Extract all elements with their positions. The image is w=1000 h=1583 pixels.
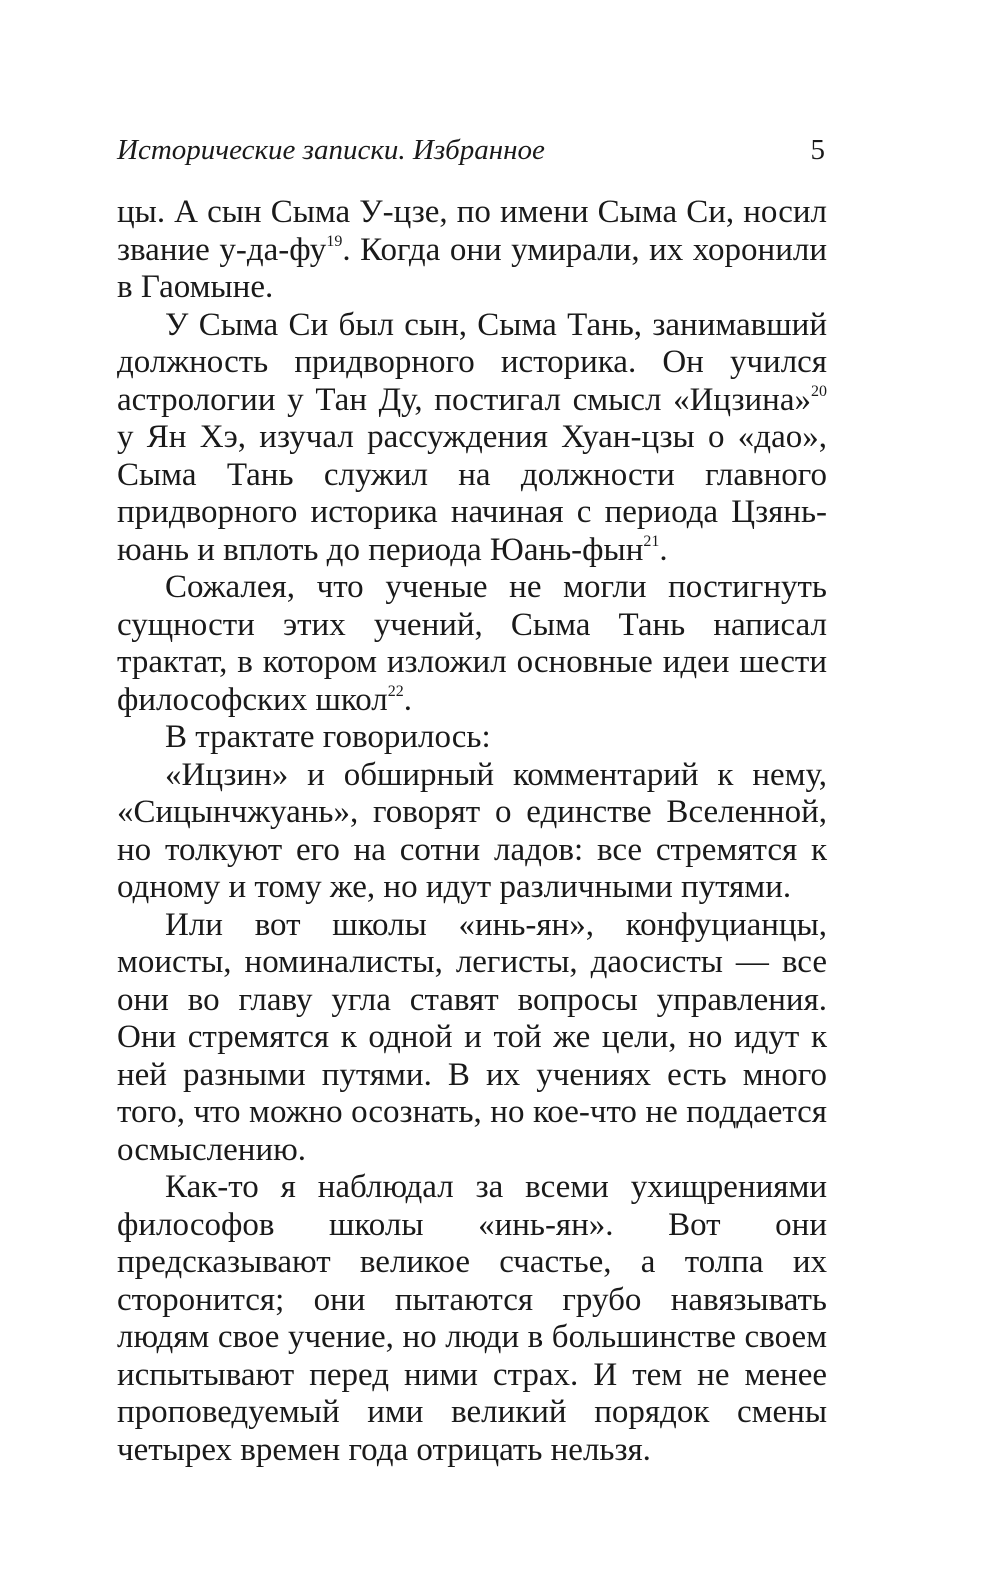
paragraph	[117, 719, 827, 757]
page-header	[117, 128, 827, 178]
text-run: У Сыма Си был сын, Сыма Тань, занимавший должность придворного историка. Он учился астрологии у Тан Ду, постигал смысл «Ицзина»	[117, 306, 827, 418]
footnote-ref-21: 21	[643, 532, 660, 550]
page-number: 5	[810, 134, 825, 166]
paragraph	[117, 569, 827, 719]
text-run: Как-то я наблюдал за всеми ухищрениями философов школы «инь-ян». Вот они предсказывают великое счастье, а толпа их сторонится; они пытаются грубо навязывать людям свое учение, но люди в большинстве своем испытывают перед ними страх. И тем не менее проповедуемый ими великий порядок смены четырех времен года отрицать нельзя.	[117, 1169, 827, 1468]
running-title: Исторические записки. Избранное	[117, 134, 545, 166]
text-run: у Ян Хэ, изучал рассуждения Хуан-цзы о «дао», Сыма Тань служил на должности главного придворного историка начиная с периода Цзянь-юань и вплоть до периода Юань-фын	[117, 419, 827, 568]
text-run: . Когда они умирали, их хоронили в Гаомыне.	[117, 231, 827, 305]
body-text	[117, 194, 827, 1469]
text-run: цы. А сын Сыма У-цзе, по имени Сыма Си, носил звание у-да-фу	[117, 194, 827, 268]
paragraph	[117, 307, 827, 570]
paragraph	[117, 1169, 827, 1469]
text-run: В трактате говорилось:	[165, 719, 491, 755]
book-page	[117, 128, 827, 1469]
paragraph-continuation	[117, 194, 827, 307]
text-run: .	[659, 531, 668, 568]
text-run: .	[403, 681, 413, 718]
footnote-ref-20: 20	[811, 382, 827, 400]
footnote-ref-22: 22	[387, 682, 404, 700]
footnote-ref-19: 19	[326, 232, 343, 250]
text-run: Или вот школы «инь-ян», конфуцианцы, моисты, номиналисты, легисты, даосисты — все они во главу угла ставят вопросы управления. Они стремятся к одной и той же цели, но идут к ней разными путями. В их учениях есть много того, что можно осознать, но кое-что не поддается осмыслению.	[117, 906, 827, 1168]
text-run: «Ицзин» и обширный комментарий к нему, «Сицынчжуань», говорят о единстве Вселенной, но толкуют его на сотни ладов: все стремятся к одному и тому же, но идут различными путями.	[117, 756, 827, 905]
text-run: Сожалея, что ученые не могли постигнуть сущности этих учений, Сыма Тань написал трактат, в котором изложил основные идеи шести философских школ	[117, 569, 827, 718]
paragraph	[117, 757, 827, 907]
paragraph	[117, 907, 827, 1170]
